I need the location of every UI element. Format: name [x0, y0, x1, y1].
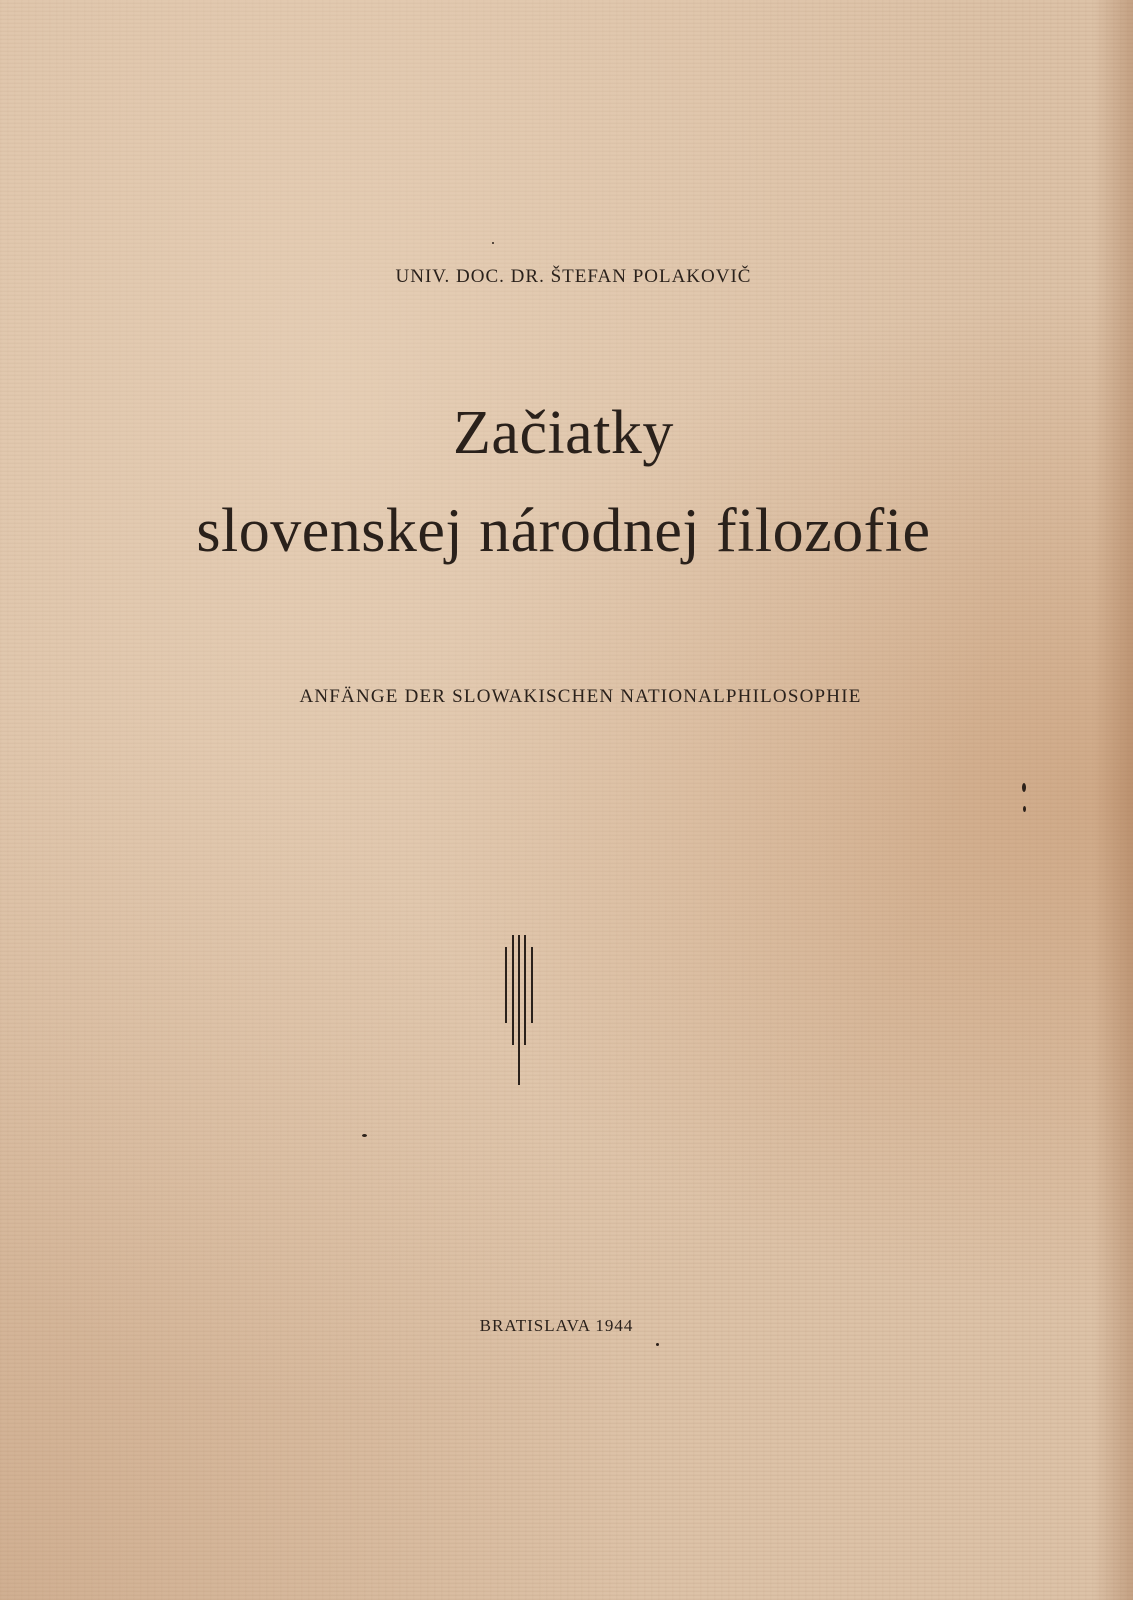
paper-speck: [492, 242, 494, 244]
imprint-place-year: BRATISLAVA 1944: [479, 1316, 634, 1335]
paper-speck: [1022, 783, 1026, 792]
title-line-1: Začiatky: [453, 399, 674, 467]
paper-speck: [656, 1343, 659, 1346]
cover-edge-shading: [1093, 0, 1133, 1600]
paper-speck: [362, 1134, 367, 1137]
paper-speck: [1023, 806, 1026, 812]
title-line-2: slovenskej národnej filozofie: [196, 497, 931, 565]
vertical-lines-ornament: [503, 935, 535, 1085]
author-name: UNIV. DOC. DR. ŠTEFAN POLAKOVIČ: [395, 266, 752, 287]
german-title: ANFÄNGE DER SLOWAKISCHEN NATIONALPHILOSOPHIE: [299, 686, 862, 707]
